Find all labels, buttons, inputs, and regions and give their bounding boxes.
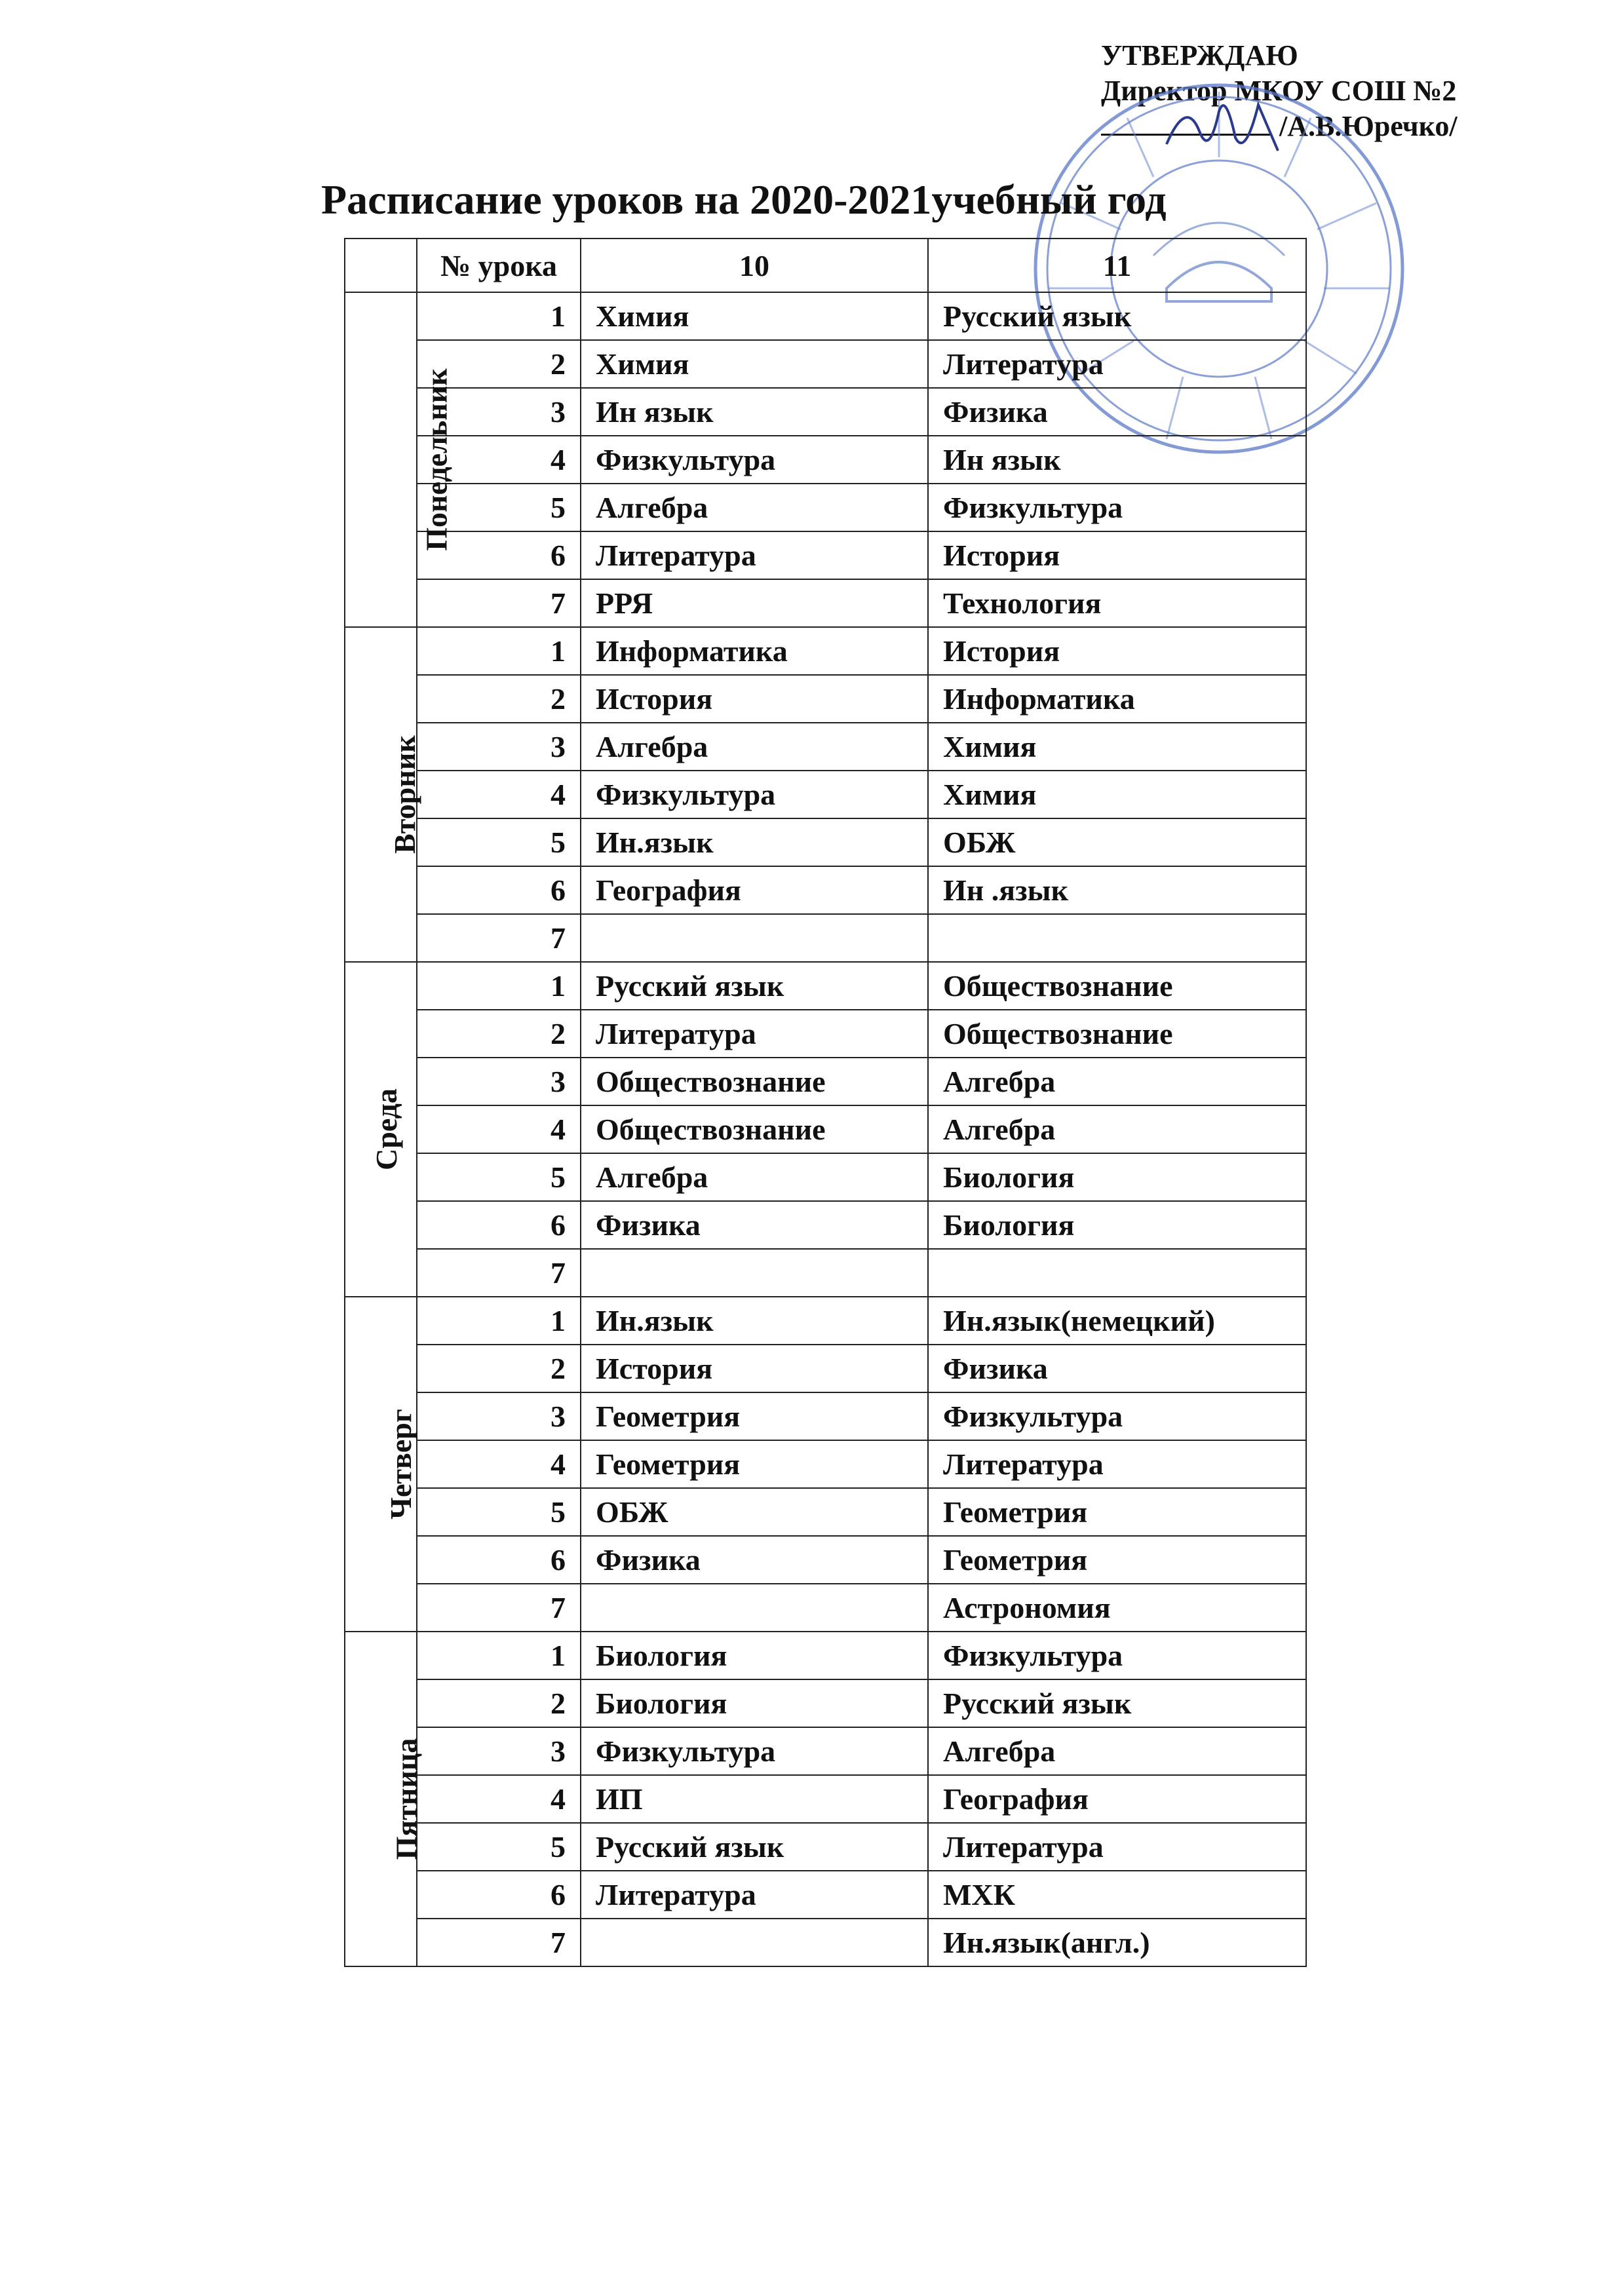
subject-class-10: Обществознание: [581, 1058, 928, 1105]
table-row: [345, 1632, 1306, 1679]
header-class-11: 11: [928, 239, 1306, 292]
subject-class-11: Ин .язык: [928, 866, 1306, 914]
subject-class-11: [928, 1249, 1306, 1297]
day-label: Четверг: [383, 1409, 417, 1520]
subject-class-10: Физика: [581, 1536, 928, 1584]
subject-class-11: Астрономия: [928, 1584, 1306, 1632]
subject-class-10: Физкультура: [581, 1727, 928, 1775]
day-cell: [345, 627, 421, 962]
subject-class-10: Алгебра: [581, 723, 928, 771]
subject-class-10: ИП: [581, 1775, 928, 1823]
subject-class-11: География: [928, 1775, 1306, 1823]
lesson-number: 5: [417, 818, 581, 866]
lesson-number: 4: [417, 771, 581, 818]
approval-position: Директор МКОУ СОШ №2: [1101, 75, 1457, 107]
day-label: Среда: [369, 1088, 403, 1170]
subject-class-11: Геометрия: [928, 1536, 1306, 1584]
subject-class-10: Химия: [581, 340, 928, 388]
table-row: [345, 1536, 1306, 1584]
header-row: [345, 239, 1306, 292]
day-label: Пятница: [389, 1738, 423, 1860]
table-row: [345, 1392, 1306, 1440]
lesson-number: 1: [417, 962, 581, 1010]
subject-class-10: Физкультура: [581, 771, 928, 818]
subject-class-10: [581, 1584, 928, 1632]
lesson-number: 2: [417, 340, 581, 388]
subject-class-11: Физкультура: [928, 1632, 1306, 1679]
lesson-number: 3: [417, 723, 581, 771]
subject-class-10: Литература: [581, 1010, 928, 1058]
table-row: [345, 1488, 1306, 1536]
subject-class-10: История: [581, 675, 928, 723]
subject-class-10: Геометрия: [581, 1440, 928, 1488]
subject-class-11: Физкультура: [928, 1392, 1306, 1440]
subject-class-11: Алгебра: [928, 1058, 1306, 1105]
lesson-number: 5: [417, 1823, 581, 1871]
lesson-number: 7: [417, 579, 581, 627]
lesson-number: 1: [417, 1297, 581, 1345]
subject-class-10: Алгебра: [581, 1153, 928, 1201]
subject-class-10: История: [581, 1345, 928, 1392]
lesson-number: 1: [417, 627, 581, 675]
subject-class-11: Алгебра: [928, 1105, 1306, 1153]
subject-class-11: История: [928, 531, 1306, 579]
page-title: Расписание уроков на 2020-2021учебный год: [321, 176, 1167, 223]
day-label: Вторник: [387, 735, 421, 854]
table-row: [345, 1440, 1306, 1488]
table-row: [345, 292, 1306, 340]
table-row: [345, 436, 1306, 484]
subject-class-11: История: [928, 627, 1306, 675]
subject-class-11: Литература: [928, 1440, 1306, 1488]
subject-class-11: Информатика: [928, 675, 1306, 723]
subject-class-11: Химия: [928, 723, 1306, 771]
table-row: [345, 914, 1306, 962]
lesson-number: 7: [417, 1584, 581, 1632]
table-row: [345, 579, 1306, 627]
table-row: [345, 1871, 1306, 1919]
lesson-number: 3: [417, 1058, 581, 1105]
subject-class-11: Технология: [928, 579, 1306, 627]
subject-class-10: Физика: [581, 1201, 928, 1249]
table-row: [345, 627, 1306, 675]
lesson-number: 5: [417, 1153, 581, 1201]
lesson-number: 7: [417, 1919, 581, 1966]
subject-class-10: Химия: [581, 292, 928, 340]
day-label: Понедельник: [419, 368, 454, 551]
table-row: [345, 1775, 1306, 1823]
lesson-number: 1: [417, 1632, 581, 1679]
table-row: [345, 1823, 1306, 1871]
subject-class-10: Ин язык: [581, 388, 928, 436]
table-row: [345, 1201, 1306, 1249]
subject-class-10: Русский язык: [581, 962, 928, 1010]
table-row: [345, 866, 1306, 914]
schedule-body: [345, 292, 1306, 1966]
table-row: [345, 1679, 1306, 1727]
lesson-number: 2: [417, 1345, 581, 1392]
lesson-number: 2: [417, 1679, 581, 1727]
day-cell: [345, 1297, 417, 1632]
subject-class-11: Русский язык: [928, 292, 1306, 340]
header-lesson-number: № урока: [417, 239, 581, 292]
table-row: [345, 531, 1306, 579]
table-row: [345, 1919, 1306, 1966]
schedule-table: [344, 238, 1307, 1967]
table-row: [345, 818, 1306, 866]
subject-class-10: [581, 1249, 928, 1297]
table-row: [345, 340, 1306, 388]
subject-class-10: Биология: [581, 1632, 928, 1679]
table-row: [345, 1297, 1306, 1345]
subject-class-10: Алгебра: [581, 484, 928, 531]
subject-class-11: Биология: [928, 1201, 1306, 1249]
subject-class-10: Ин.язык: [581, 818, 928, 866]
approval-name: /А.В.Юречко/: [1279, 110, 1458, 142]
header-class-10: 10: [581, 239, 928, 292]
day-cell: [345, 292, 454, 627]
subject-class-11: Литература: [928, 340, 1306, 388]
subject-class-10: Обществознание: [581, 1105, 928, 1153]
lesson-number: 2: [417, 1010, 581, 1058]
table-row: [345, 1105, 1306, 1153]
subject-class-10: [581, 914, 928, 962]
lesson-number: 4: [417, 436, 581, 484]
lesson-number: 5: [417, 484, 581, 531]
subject-class-11: МХК: [928, 1871, 1306, 1919]
subject-class-11: Русский язык: [928, 1679, 1306, 1727]
subject-class-10: РРЯ: [581, 579, 928, 627]
subject-class-11: Литература: [928, 1823, 1306, 1871]
subject-class-11: ОБЖ: [928, 818, 1306, 866]
subject-class-11: Физкультура: [928, 484, 1306, 531]
lesson-number: 2: [417, 675, 581, 723]
table-row: [345, 1727, 1306, 1775]
lesson-number: 3: [417, 1392, 581, 1440]
subject-class-10: Литература: [581, 1871, 928, 1919]
subject-class-11: Ин.язык(англ.): [928, 1919, 1306, 1966]
table-row: [345, 771, 1306, 818]
lesson-number: 6: [417, 531, 581, 579]
table-row: [345, 723, 1306, 771]
subject-class-10: Литература: [581, 531, 928, 579]
table-row: [345, 1058, 1306, 1105]
subject-class-11: Алгебра: [928, 1727, 1306, 1775]
subject-class-10: Физкультура: [581, 436, 928, 484]
table-row: [345, 962, 1306, 1010]
table-row: [345, 1345, 1306, 1392]
table-row: [345, 484, 1306, 531]
lesson-number: 4: [417, 1440, 581, 1488]
lesson-number: 6: [417, 1536, 581, 1584]
lesson-number: 1: [417, 292, 581, 340]
day-cell: [345, 1632, 423, 1966]
subject-class-11: Обществознание: [928, 1010, 1306, 1058]
table-row: [345, 1010, 1306, 1058]
subject-class-11: Физика: [928, 388, 1306, 436]
subject-class-10: География: [581, 866, 928, 914]
subject-class-11: [928, 914, 1306, 962]
lesson-number: 3: [417, 388, 581, 436]
subject-class-11: Биология: [928, 1153, 1306, 1201]
subject-class-10: Биология: [581, 1679, 928, 1727]
subject-class-11: Физика: [928, 1345, 1306, 1392]
subject-class-10: Ин.язык: [581, 1297, 928, 1345]
approval-heading: УТВЕРЖДАЮ: [1101, 39, 1298, 71]
lesson-number: 3: [417, 1727, 581, 1775]
subject-class-11: Химия: [928, 771, 1306, 818]
subject-class-10: [581, 1919, 928, 1966]
table-row: [345, 1249, 1306, 1297]
table-row: [345, 1153, 1306, 1201]
lesson-number: 6: [417, 1871, 581, 1919]
subject-class-10: Информатика: [581, 627, 928, 675]
subject-class-11: Ин язык: [928, 436, 1306, 484]
table-row: [345, 675, 1306, 723]
signature-icon: [1153, 85, 1298, 164]
lesson-number: 6: [417, 866, 581, 914]
subject-class-11: Обществознание: [928, 962, 1306, 1010]
table-row: [345, 1584, 1306, 1632]
header-corner: [345, 239, 417, 292]
table-row: [345, 388, 1306, 436]
lesson-number: 4: [417, 1105, 581, 1153]
subject-class-10: Геометрия: [581, 1392, 928, 1440]
lesson-number: 4: [417, 1775, 581, 1823]
subject-class-11: Геометрия: [928, 1488, 1306, 1536]
day-cell: [345, 962, 417, 1297]
subject-class-11: Ин.язык(немецкий): [928, 1297, 1306, 1345]
lesson-number: 7: [417, 914, 581, 962]
lesson-number: 6: [417, 1201, 581, 1249]
lesson-number: 5: [417, 1488, 581, 1536]
subject-class-10: ОБЖ: [581, 1488, 928, 1536]
lesson-number: 7: [417, 1249, 581, 1297]
subject-class-10: Русский язык: [581, 1823, 928, 1871]
